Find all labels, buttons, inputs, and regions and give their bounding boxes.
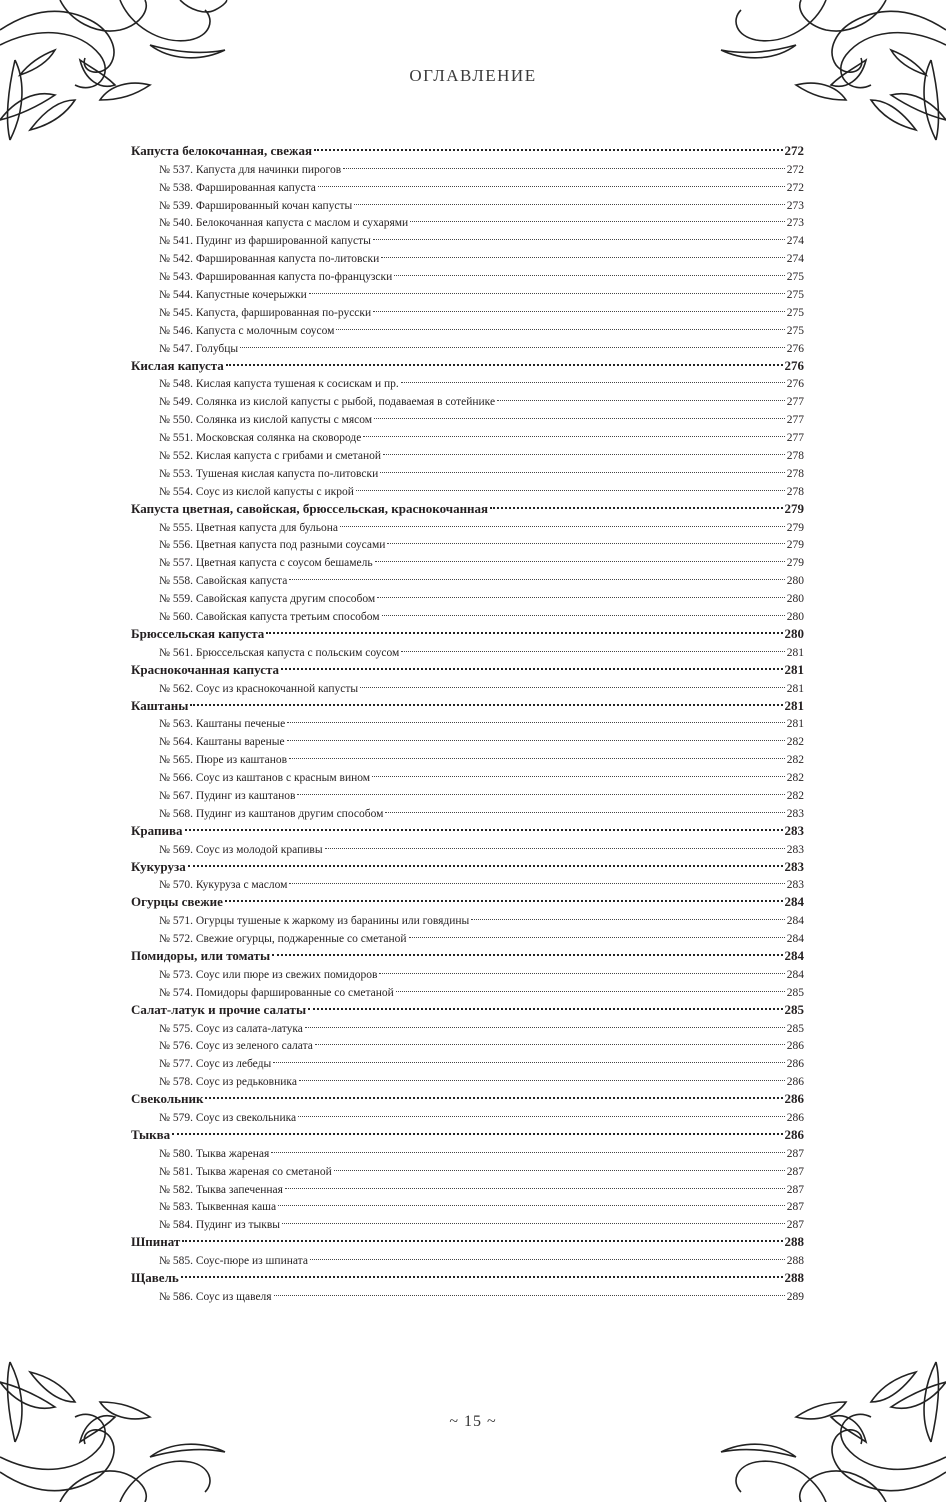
dot-leader — [266, 620, 782, 638]
toc-entry-label: Огурцы свежие — [131, 894, 223, 910]
toc-page-number: 282 — [786, 736, 804, 749]
dot-leader — [172, 1121, 782, 1139]
dot-leader — [374, 405, 785, 423]
toc-entry-label: № 584. Пудинг из тыквы — [159, 1219, 280, 1232]
toc-page-number: 283 — [786, 843, 804, 856]
page-title: ОГЛАВЛЕНИЕ — [409, 66, 537, 85]
toc-entry-label: № 577. Соус из лебеды — [159, 1058, 272, 1071]
toc-page-number: 286 — [784, 1091, 804, 1107]
page-number: ~ 15 ~ — [449, 1413, 497, 1430]
toc-page-number: 288 — [784, 1234, 804, 1250]
toc-entry-label: № 568. Пудинг из каштанов другим способом — [159, 807, 384, 820]
dot-leader — [309, 280, 785, 298]
toc-entry-label: Салат-латук и прочие салаты — [131, 1001, 307, 1017]
toc-entry-label: № 558. Савойская капуста — [159, 575, 288, 588]
toc-page-number: 272 — [786, 163, 804, 176]
toc-entry-label: № 555. Цветная капуста для бульона — [159, 521, 338, 534]
dot-leader — [305, 1014, 785, 1032]
dot-leader — [314, 137, 783, 155]
toc-entry-row[interactable] — [131, 871, 804, 892]
toc-section-row[interactable] — [131, 137, 804, 158]
dot-leader — [380, 459, 784, 477]
dot-leader — [185, 817, 783, 835]
dot-leader — [287, 710, 785, 728]
toc-page-number: 287 — [786, 1147, 804, 1160]
dot-leader — [190, 692, 782, 710]
dot-leader — [273, 1049, 785, 1067]
toc-entry-row[interactable] — [131, 1103, 804, 1124]
dot-leader — [394, 262, 784, 280]
dot-leader — [385, 799, 784, 817]
dot-leader — [410, 209, 785, 227]
toc-page-number: 287 — [786, 1165, 804, 1178]
dot-leader — [383, 441, 785, 459]
toc-page-number: 273 — [786, 199, 804, 212]
toc-entry-label: Тыква — [131, 1126, 171, 1142]
toc-entry-label: № 543. Фаршированная капуста по-французски — [159, 271, 393, 284]
table-of-contents — [131, 137, 804, 1303]
toc-page-number: 276 — [784, 357, 804, 373]
dot-leader — [381, 244, 785, 262]
toc-page-number: 275 — [786, 324, 804, 337]
dot-leader — [188, 853, 783, 871]
dot-leader — [281, 656, 782, 674]
toc-page-number: 275 — [786, 271, 804, 284]
toc-entry-label: № 550. Солянка из кислой капусты с мясом — [159, 414, 373, 427]
toc-entry-label: № 586. Соус из щавеля — [159, 1290, 272, 1303]
toc-page-number: 272 — [786, 181, 804, 194]
toc-page-number: 276 — [786, 378, 804, 391]
toc-page-number: 283 — [784, 822, 804, 838]
toc-page-number: 281 — [786, 682, 804, 695]
toc-entry-row[interactable] — [131, 835, 804, 856]
toc-page-number: 282 — [786, 789, 804, 802]
toc-entry-label: № 552. Кислая капуста с грибами и сметаной — [159, 450, 382, 463]
toc-entry-label: № 573. Соус или пюре из свежих помидоров — [159, 968, 378, 981]
toc-entry-label: № 554. Соус из кислой капусты с икрой — [159, 485, 354, 498]
dot-leader — [372, 763, 785, 781]
toc-entry-label: № 583. Тыквенная каша — [159, 1201, 277, 1214]
toc-entry-label: № 576. Соус из зеленого салата — [159, 1040, 313, 1053]
toc-page-number: 275 — [786, 289, 804, 302]
toc-entry-label: № 578. Соус из редьковника — [159, 1076, 297, 1089]
toc-page-number: 286 — [786, 1076, 804, 1089]
dot-leader — [285, 1175, 785, 1193]
toc-entry-label: № 580. Тыква жареная — [159, 1147, 270, 1160]
toc-page-number: 275 — [786, 306, 804, 319]
dot-leader — [225, 888, 783, 906]
dot-leader — [274, 1282, 785, 1300]
dot-leader — [272, 942, 782, 960]
toc-entry-label: № 571. Огурцы тушеные к жаркому из баранины или говядины — [159, 915, 470, 928]
toc-entry-row[interactable] — [131, 1282, 804, 1303]
toc-entry-label: Шпинат — [131, 1234, 181, 1250]
dot-leader — [315, 1032, 785, 1050]
toc-page-number: 285 — [786, 1022, 804, 1035]
dot-leader — [387, 531, 784, 549]
toc-section-row[interactable] — [131, 1228, 804, 1250]
toc-entry-row[interactable] — [131, 370, 804, 391]
toc-entry-label: № 556. Цветная капуста под разными соусами — [159, 539, 386, 552]
toc-page-number: 287 — [786, 1201, 804, 1214]
toc-entry-label: Свекольник — [131, 1091, 204, 1107]
dot-leader — [401, 370, 785, 388]
dot-leader — [271, 1139, 784, 1157]
toc-page-number: 282 — [786, 754, 804, 767]
dot-leader — [360, 674, 785, 692]
toc-page-number: 279 — [784, 500, 804, 516]
toc-entry-row[interactable] — [131, 1139, 804, 1160]
toc-page-number: 276 — [786, 342, 804, 355]
toc-page-number: 286 — [786, 1040, 804, 1053]
toc-entry-label: № 574. Помидоры фаршированные со сметаной — [159, 986, 394, 999]
toc-entry-label: № 572. Свежие огурцы, поджаренные со сметаной — [159, 933, 407, 946]
toc-entry-label: № 560. Савойская капуста третьим способом — [159, 611, 380, 624]
toc-page-number: 285 — [786, 986, 804, 999]
toc-page-number: 286 — [786, 1111, 804, 1124]
toc-entry-label: № 585. Соус-пюре из шпината — [159, 1255, 308, 1268]
toc-page-number: 281 — [784, 661, 804, 677]
toc-entry-label: № 565. Пюре из каштанов — [159, 754, 288, 767]
dot-leader — [182, 1228, 782, 1246]
dot-leader — [181, 1264, 783, 1282]
toc-page-number: 277 — [786, 432, 804, 445]
toc-page-number: 288 — [784, 1270, 804, 1285]
dot-leader — [343, 155, 785, 173]
toc-entry-label: № 544. Капустные кочерыжки — [159, 289, 307, 302]
toc-page-number: 281 — [786, 718, 804, 731]
dot-leader — [297, 781, 784, 799]
toc-section-row[interactable] — [131, 817, 804, 838]
toc-section-row[interactable] — [131, 1085, 804, 1107]
toc-entry-label: № 538. Фаршированная капуста — [159, 181, 316, 194]
toc-page-number: 280 — [786, 593, 804, 606]
dot-leader — [325, 835, 785, 853]
dot-leader — [226, 352, 783, 370]
dot-leader — [289, 745, 785, 763]
toc-page-number: 287 — [786, 1219, 804, 1232]
toc-section-row[interactable] — [131, 888, 804, 910]
toc-entry-label: № 581. Тыква жареная со сметаной — [159, 1165, 332, 1178]
toc-entry-label: № 553. Тушеная кислая капуста по-литовски — [159, 467, 379, 480]
toc-entry-label: Брюссельская капуста — [131, 625, 265, 641]
toc-entry-label: № 547. Голубцы — [159, 342, 239, 355]
toc-page-number: 284 — [786, 968, 804, 981]
toc-entry-label: № 537. Капуста для начинки пирогов — [159, 163, 342, 176]
toc-entry-label: Помидоры, или томаты — [131, 947, 271, 963]
toc-entry-label: № 564. Каштаны вареные — [159, 736, 285, 749]
dot-leader — [287, 727, 785, 745]
toc-entry-label: № 539. Фаршированный кочан капусты — [159, 199, 353, 212]
toc-page-number: 274 — [786, 253, 804, 266]
dot-leader — [377, 584, 785, 602]
dot-leader — [497, 387, 785, 405]
toc-page-number: 289 — [786, 1290, 804, 1303]
toc-page-number: 281 — [784, 697, 804, 713]
toc-entry-label: Капуста белокочанная, свежая — [131, 142, 312, 158]
dot-leader — [379, 960, 784, 978]
dot-leader — [298, 1103, 785, 1121]
toc-entry-label: № 540. Белокочанная капуста с маслом и сухарями — [159, 217, 409, 230]
dot-leader — [363, 423, 784, 441]
toc-entry-label: № 563. Каштаны печеные — [159, 718, 286, 731]
toc-entry-label: Крапива — [131, 822, 183, 838]
toc-entry-label: № 562. Соус из краснокочанной капусты — [159, 682, 359, 695]
toc-entry-label: Кукуруза — [131, 858, 186, 874]
dot-leader — [382, 602, 785, 620]
toc-entry-row[interactable] — [131, 710, 804, 731]
toc-page-number: 284 — [786, 915, 804, 928]
toc-page-number: 286 — [786, 1058, 804, 1071]
toc-section-row[interactable] — [131, 1264, 804, 1285]
toc-section-row[interactable] — [131, 853, 804, 874]
toc-entry-label: Каштаны — [131, 697, 189, 713]
dot-leader — [310, 1246, 785, 1264]
toc-entry-row[interactable] — [131, 906, 804, 928]
dot-leader — [308, 996, 782, 1014]
toc-page-number: 277 — [786, 414, 804, 427]
dot-leader — [396, 978, 785, 996]
dot-leader — [401, 638, 784, 656]
toc-entry-label: № 545. Капуста, фаршированная по-русски — [159, 306, 372, 319]
toc-entry-label: № 579. Соус из свекольника — [159, 1111, 297, 1124]
dot-leader — [282, 1210, 785, 1228]
toc-entry-label: Кислая капуста — [131, 357, 224, 373]
toc-page-number: 277 — [786, 396, 804, 409]
toc-entry-label: № 551. Московская солянка на сковороде — [159, 432, 362, 445]
toc-page-number: 287 — [786, 1183, 804, 1196]
dot-leader — [490, 495, 782, 513]
toc-page-number: 280 — [784, 625, 804, 641]
toc-entry-label: № 548. Кислая капуста тушеная к сосискам и пр. — [159, 378, 399, 391]
toc-page-number: 272 — [784, 142, 804, 158]
toc-entry-label: № 561. Брюссельская капуста с польским соусом — [159, 646, 400, 659]
dot-leader — [334, 1157, 785, 1175]
toc-page-number: 279 — [786, 557, 804, 570]
toc-page-number: 278 — [786, 467, 804, 480]
toc-entry-label: № 566. Соус из каштанов с красным вином — [159, 772, 371, 785]
dot-leader — [471, 906, 784, 924]
toc-page-number: 286 — [784, 1126, 804, 1142]
toc-page-number: 283 — [786, 807, 804, 820]
dot-leader — [289, 871, 784, 889]
toc-page-number: 284 — [784, 894, 804, 910]
toc-page-number: 288 — [786, 1255, 804, 1268]
dot-leader — [373, 226, 785, 244]
dot-leader — [340, 513, 785, 531]
toc-section-row[interactable] — [131, 692, 804, 713]
toc-entry-label: № 582. Тыква запеченная — [159, 1183, 283, 1196]
dot-leader — [336, 316, 784, 334]
dot-leader — [375, 548, 785, 566]
toc-entry-label: Капуста цветная, савойская, брюссельская, краснокочанная — [131, 500, 489, 516]
toc-section-row[interactable] — [131, 1121, 804, 1142]
dot-leader — [278, 1193, 785, 1211]
toc-page-number: 284 — [784, 947, 804, 963]
toc-page-number: 284 — [786, 933, 804, 946]
toc-page-number: 282 — [786, 772, 804, 785]
dot-leader — [409, 924, 785, 942]
toc-entry-label: № 541. Пудинг из фаршированной капусты — [159, 235, 371, 248]
toc-entry-row[interactable] — [131, 1246, 804, 1268]
toc-page-number: 280 — [786, 575, 804, 588]
dot-leader — [354, 191, 785, 209]
dot-leader — [373, 298, 785, 316]
toc-entry-label: Щавель — [131, 1270, 179, 1285]
dot-leader — [289, 566, 784, 584]
toc-entry-label: № 542. Фаршированная капуста по-литовски — [159, 253, 380, 266]
toc-page-number: 279 — [786, 521, 804, 534]
toc-entry-label: № 559. Савойская капуста другим способом — [159, 593, 376, 606]
toc-page-number: 278 — [786, 450, 804, 463]
toc-section-row[interactable] — [131, 352, 804, 373]
dot-leader — [205, 1085, 782, 1103]
dot-leader — [356, 477, 785, 495]
toc-page-number: 273 — [786, 217, 804, 230]
dot-leader — [240, 334, 785, 352]
toc-entry-label: № 567. Пудинг из каштанов — [159, 789, 296, 802]
toc-page-number: 278 — [786, 485, 804, 498]
toc-page-number: 283 — [784, 858, 804, 874]
toc-entry-label: Краснокочанная капуста — [131, 661, 280, 677]
toc-page-number: 281 — [786, 646, 804, 659]
toc-entry-label: № 549. Солянка из кислой капусты с рыбой, подаваемая в сотейнике — [159, 396, 496, 409]
toc-page-number: 280 — [786, 611, 804, 624]
toc-page-number: 283 — [786, 879, 804, 892]
dot-leader — [299, 1067, 785, 1085]
toc-page-number: 274 — [786, 235, 804, 248]
toc-entry-label: № 569. Соус из молодой крапивы — [159, 843, 323, 856]
toc-page-number: 279 — [786, 539, 804, 552]
toc-entry-label: № 557. Цветная капуста с соусом бешамель — [159, 557, 373, 570]
toc-page-number: 285 — [784, 1001, 804, 1017]
toc-entry-label: № 575. Соус из салата-латука — [159, 1022, 303, 1035]
dot-leader — [318, 173, 785, 191]
toc-entry-label: № 546. Капуста с молочным соусом — [159, 324, 335, 337]
toc-entry-label: № 570. Кукуруза с маслом — [159, 879, 288, 892]
